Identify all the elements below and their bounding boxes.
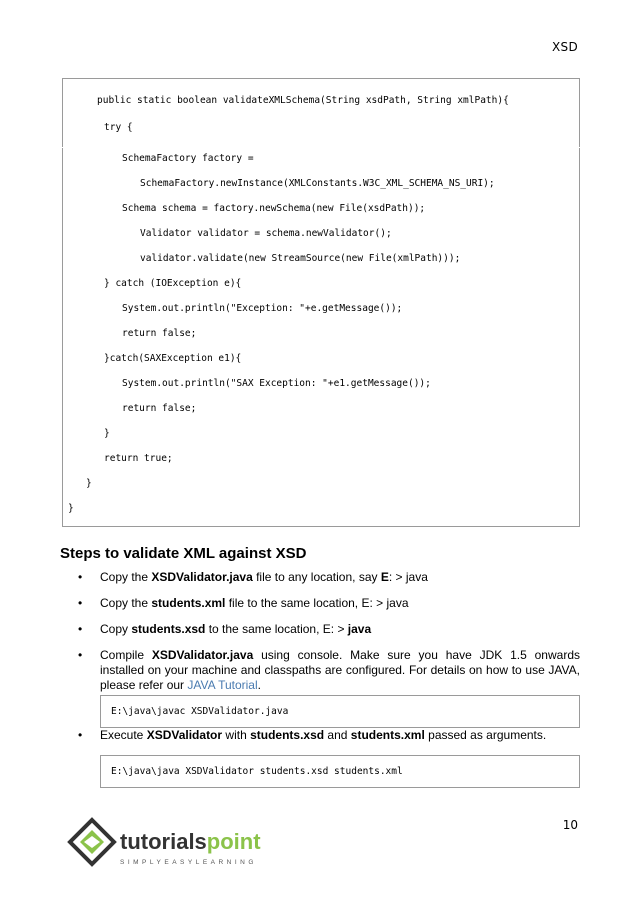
command-text: E:\java\java XSDValidator students.xsd students.xml bbox=[111, 766, 403, 777]
bullet-icon: • bbox=[78, 570, 83, 584]
tutorialspoint-logo bbox=[62, 812, 262, 892]
bullet-icon: • bbox=[78, 622, 83, 636]
code-line: return false; bbox=[122, 328, 197, 339]
code-block-top bbox=[62, 78, 580, 147]
command-box-execute bbox=[100, 755, 580, 788]
code-line: public static boolean validateXMLSchema(String xsdPath, String xmlPath){ bbox=[97, 95, 509, 106]
code-line: }catch(SAXException e1){ bbox=[104, 353, 242, 364]
logo-emblem-icon bbox=[70, 820, 114, 864]
code-line: SchemaFactory.newInstance(XMLConstants.W3C_XML_SCHEMA_NS_URI); bbox=[140, 178, 495, 189]
page-number: 10 bbox=[562, 818, 578, 832]
code-line: System.out.println("SAX Exception: "+e1.getMessage()); bbox=[122, 378, 431, 389]
code-line: Schema schema = factory.newSchema(new File(xsdPath)); bbox=[122, 203, 426, 214]
bullet-icon: • bbox=[78, 596, 83, 610]
code-block-main bbox=[62, 148, 580, 527]
code-line: SchemaFactory factory = bbox=[122, 153, 254, 164]
page-header-title: XSD bbox=[552, 40, 578, 54]
code-line: return false; bbox=[122, 403, 197, 414]
svg-text:tutorialspoint: tutorialspoint bbox=[120, 829, 261, 854]
bullet-icon: • bbox=[78, 728, 83, 742]
svg-text:SIMPLYEASYLEARNING: SIMPLYEASYLEARNING bbox=[120, 859, 257, 866]
code-line: } catch (IOException e){ bbox=[104, 278, 242, 289]
section-title: Steps to validate XML against XSD bbox=[60, 545, 307, 562]
code-line: return true; bbox=[104, 453, 173, 464]
code-line: } bbox=[68, 503, 74, 514]
command-text: E:\java\javac XSDValidator.java bbox=[111, 706, 289, 717]
code-line: } bbox=[86, 478, 92, 489]
code-line: try { bbox=[104, 122, 133, 133]
code-line: } bbox=[104, 428, 110, 439]
java-tutorial-link[interactable]: JAVA Tutorial bbox=[187, 678, 258, 692]
code-line: validator.validate(new StreamSource(new File(xmlPath))); bbox=[140, 253, 461, 264]
command-box-compile bbox=[100, 695, 580, 728]
code-line: System.out.println("Exception: "+e.getMessage()); bbox=[122, 303, 403, 314]
code-line: Validator validator = schema.newValidator(); bbox=[140, 228, 392, 239]
bullet-icon: • bbox=[78, 648, 83, 662]
